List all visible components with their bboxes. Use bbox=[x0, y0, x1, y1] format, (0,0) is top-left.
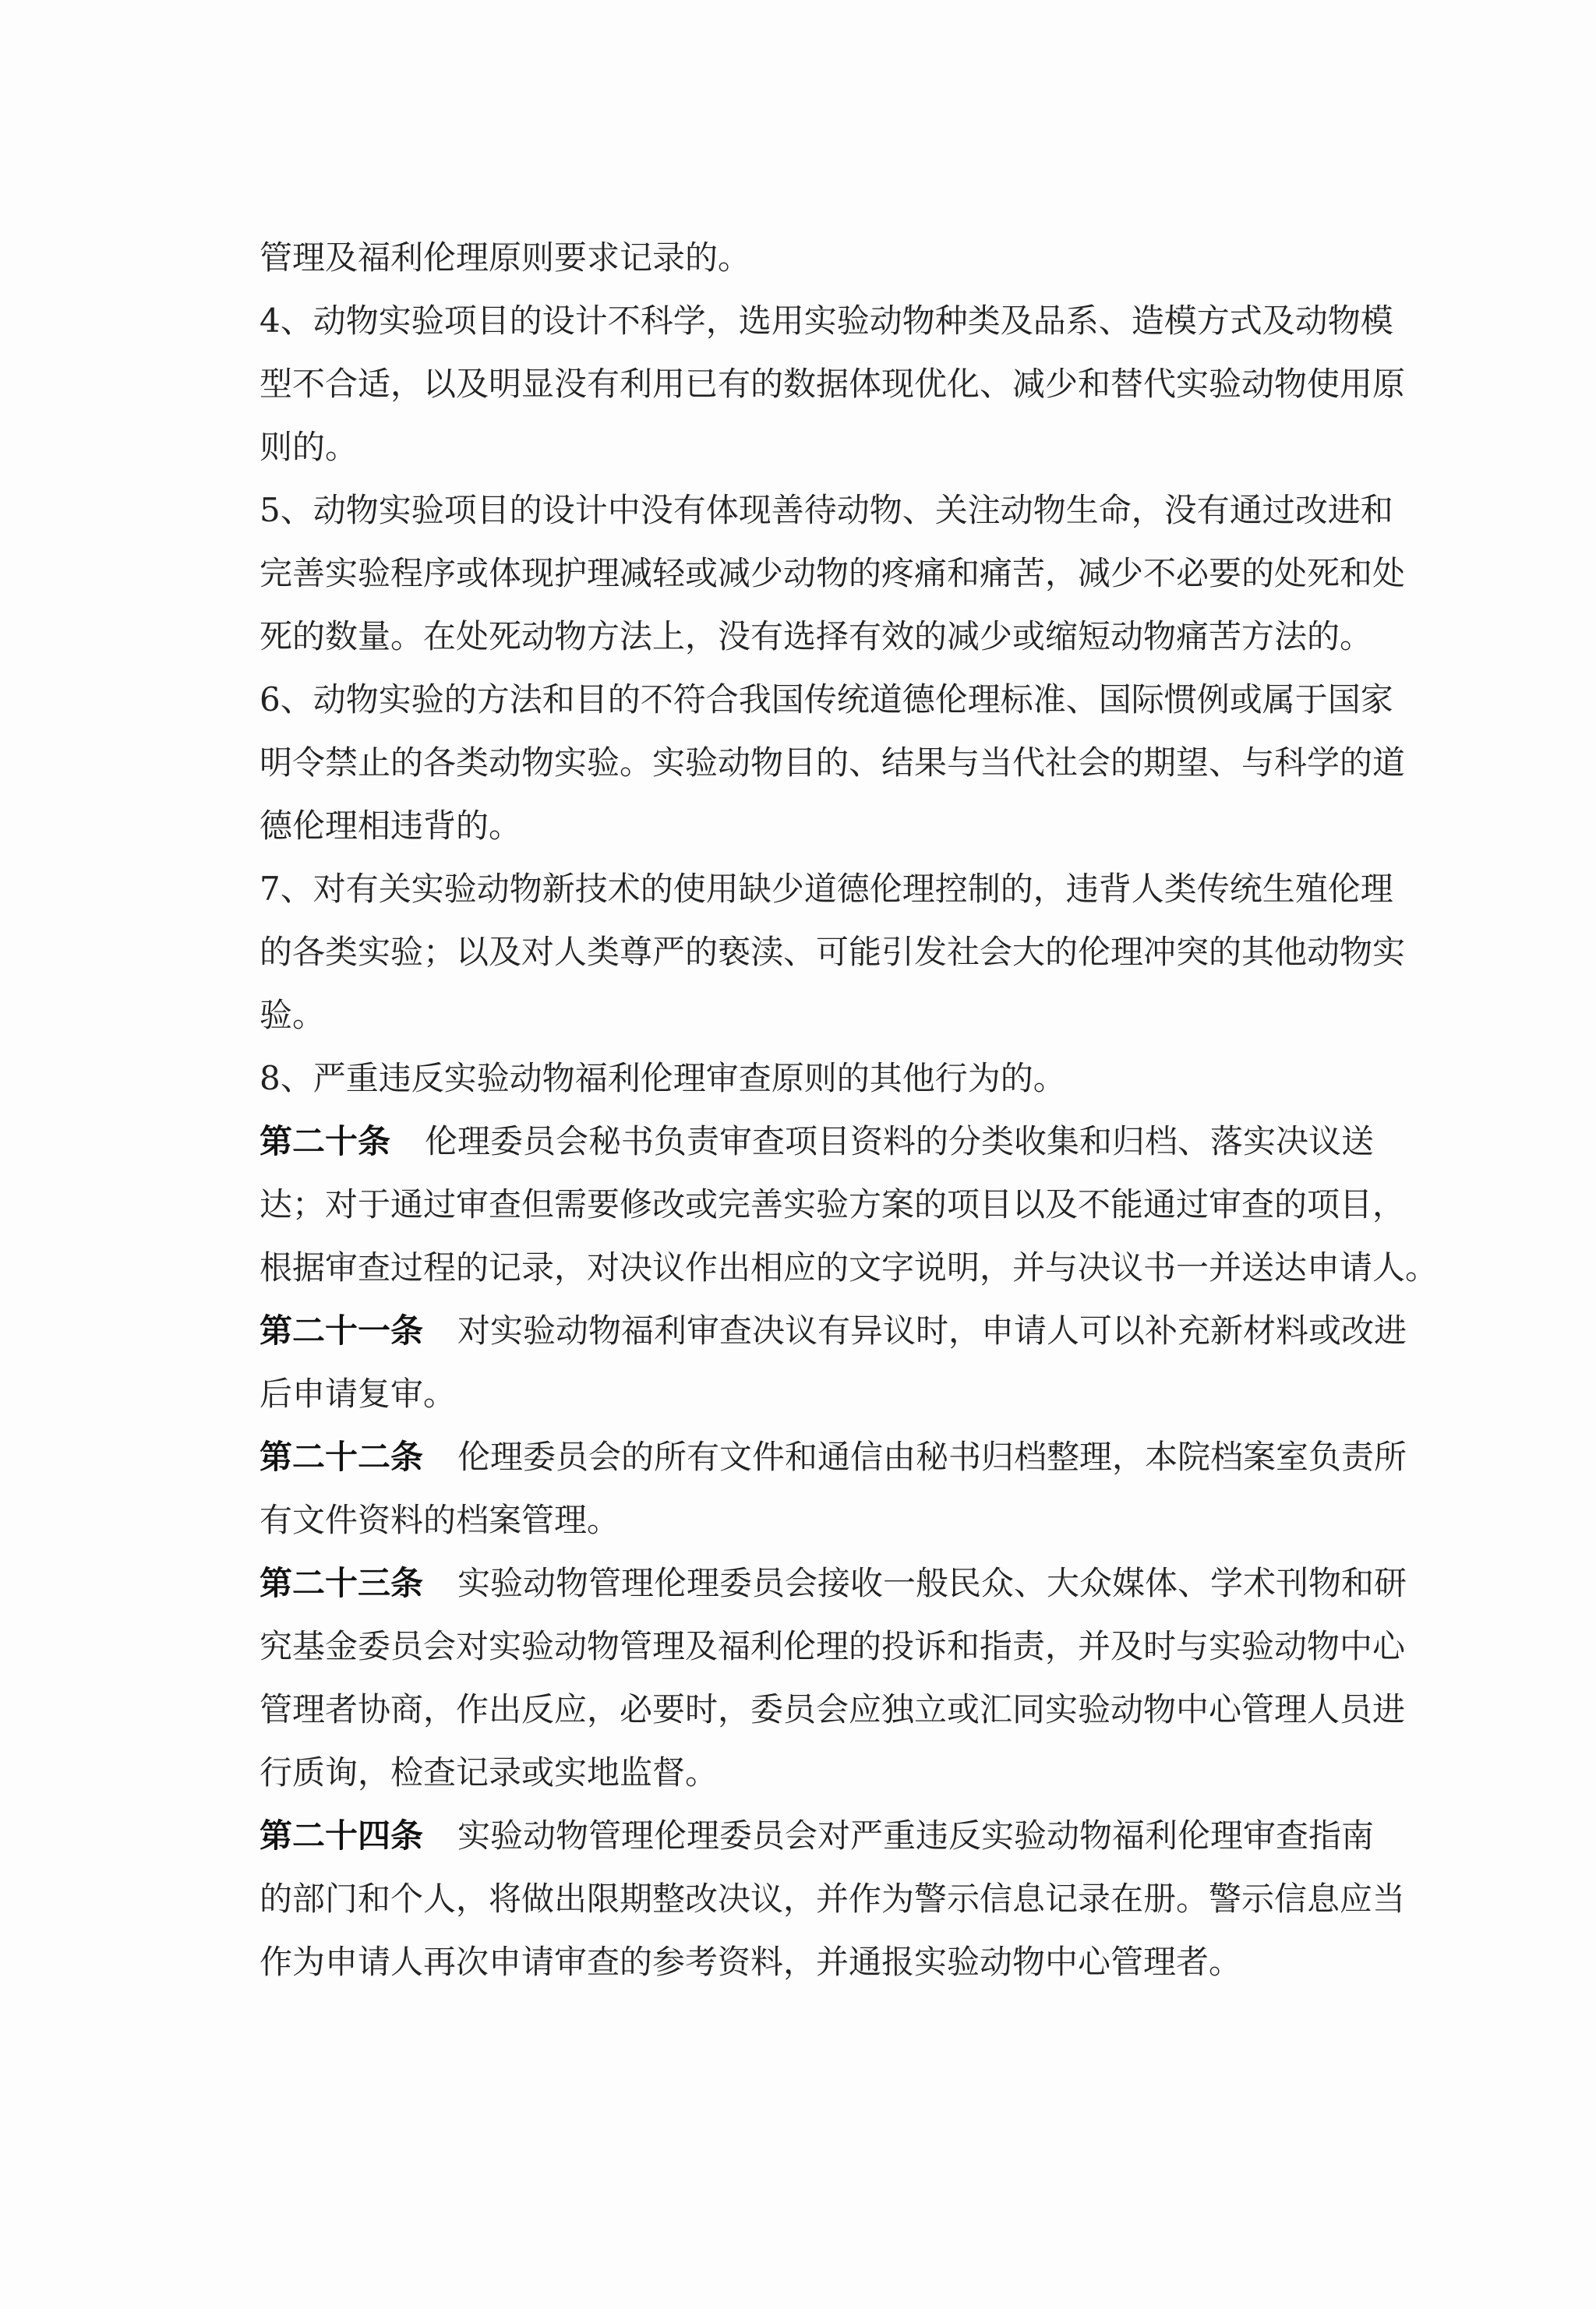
article-heading: 第二十一条 bbox=[260, 1312, 424, 1350]
paragraph-continuation bbox=[260, 226, 1347, 289]
article-text: 实验动物管理伦理委员会接收一般民众、大众媒体、学术刊物和研 bbox=[457, 1564, 1407, 1602]
text-line: 7、对有关实验动物新技术的使用缺少道德伦理控制的，违背人类传统生殖伦理 bbox=[260, 870, 1393, 908]
text-line: 4、动物实验项目的设计不科学，选用实验动物种类及品系、造模方式及动物模 bbox=[260, 302, 1393, 340]
list-item-6 bbox=[260, 668, 1406, 857]
article-20 bbox=[260, 1110, 1439, 1299]
text-line bbox=[260, 1110, 1375, 1173]
text-line: 究基金委员会对实验动物管理及福利伦理的投诉和指责，并及时与实验动物中心 bbox=[260, 1627, 1406, 1665]
list-item-8 bbox=[260, 1047, 1347, 1110]
article-23 bbox=[260, 1552, 1407, 1804]
text-line: 8、严重违反实验动物福利伦理审查原则的其他行为的。 bbox=[260, 1059, 1066, 1097]
text-line: 行质询，检查记录或实地监督。 bbox=[260, 1753, 719, 1792]
text-line: 验。 bbox=[260, 996, 326, 1034]
text-line bbox=[260, 1425, 1407, 1488]
text-line: 6、动物实验的方法和目的不符合我国传统道德伦理标准、国际惯例或属于国家 bbox=[260, 680, 1393, 718]
text-line: 达；对于通过审查但需要修改或完善实验方案的项目以及不能通过审查的项目， bbox=[260, 1185, 1406, 1223]
article-22 bbox=[260, 1425, 1407, 1552]
list-item-4 bbox=[260, 289, 1406, 478]
list-item-5 bbox=[260, 478, 1406, 668]
text-line: 管理及福利伦理原则要求记录的。 bbox=[260, 238, 751, 277]
text-line bbox=[260, 1552, 1407, 1615]
text-line bbox=[260, 1804, 1375, 1867]
text-line: 根据审查过程的记录，对决议作出相应的文字说明，并与决议书一并送达申请人。 bbox=[260, 1248, 1439, 1287]
text-line: 的各类实验；以及对人类尊严的亵渎、可能引发社会大的伦理冲突的其他动物实 bbox=[260, 933, 1406, 971]
article-heading: 第二十三条 bbox=[260, 1564, 424, 1602]
text-line: 德伦理相违背的。 bbox=[260, 807, 522, 845]
article-text: 伦理委员会秘书负责审查项目资料的分类收集和归档、落实决议送 bbox=[425, 1122, 1375, 1160]
text-line: 作为申请人再次申请审查的参考资料，并通报实验动物中心管理者。 bbox=[260, 1943, 1242, 1981]
text-line bbox=[260, 1299, 1407, 1362]
text-line: 则的。 bbox=[260, 428, 358, 466]
text-line: 后申请复审。 bbox=[260, 1375, 457, 1413]
article-text: 伦理委员会的所有文件和通信由秘书归档整理，本院档案室负责所 bbox=[457, 1438, 1407, 1476]
article-heading: 第二十二条 bbox=[260, 1438, 424, 1476]
article-text: 对实验动物福利审查决议有异议时，申请人可以补充新材料或改进 bbox=[457, 1312, 1407, 1350]
document-body bbox=[260, 226, 1439, 1993]
list-item-7 bbox=[260, 857, 1406, 1047]
text-line: 型不合适，以及明显没有利用已有的数据体现优化、减少和替代实验动物使用原 bbox=[260, 365, 1406, 403]
article-21 bbox=[260, 1299, 1407, 1425]
article-24 bbox=[260, 1804, 1406, 1993]
text-line: 的部门和个人，将做出限期整改决议，并作为警示信息记录在册。警示信息应当 bbox=[260, 1880, 1406, 1918]
text-line: 完善实验程序或体现护理减轻或减少动物的疼痛和痛苦，减少不必要的处死和处 bbox=[260, 554, 1406, 592]
text-line: 管理者协商，作出反应，必要时，委员会应独立或汇同实验动物中心管理人员进 bbox=[260, 1690, 1406, 1728]
text-line: 5、动物实验项目的设计中没有体现善待动物、关注动物生命，没有通过改进和 bbox=[260, 491, 1393, 529]
article-heading: 第二十条 bbox=[260, 1122, 391, 1160]
article-heading: 第二十四条 bbox=[260, 1816, 424, 1855]
article-text: 实验动物管理伦理委员会对严重违反实验动物福利伦理审查指南 bbox=[457, 1816, 1375, 1855]
text-line: 死的数量。在处死动物方法上，没有选择有效的减少或缩短动物痛苦方法的。 bbox=[260, 617, 1373, 655]
text-line: 明令禁止的各类动物实验。实验动物目的、结果与当代社会的期望、与科学的道 bbox=[260, 743, 1406, 782]
text-line: 有文件资料的档案管理。 bbox=[260, 1501, 620, 1539]
